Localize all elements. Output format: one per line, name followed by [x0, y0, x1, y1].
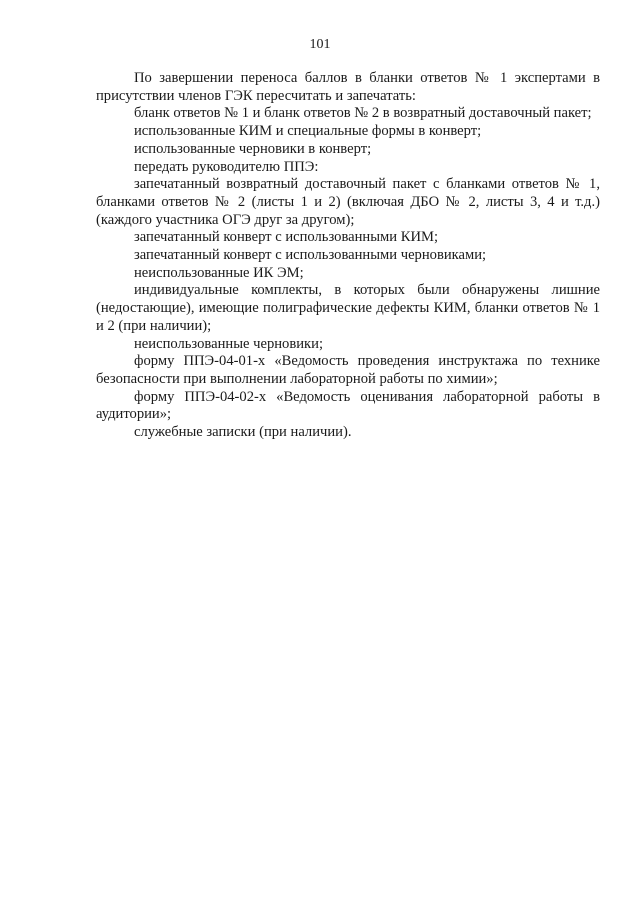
list-item: запечатанный конверт с использованными черновиками;: [134, 247, 487, 264]
list-item: запечатанный конверт с использованными КИМ;: [134, 229, 439, 246]
list-item: неиспользованные ИК ЭМ;: [134, 264, 304, 281]
document-body: [96, 70, 600, 442]
list-item: использованные КИМ и специальные формы в конверт;: [134, 123, 482, 140]
paragraph-intro: По завершении переноса баллов в бланки ответов № 1 экспертами в присутствии членов ГЭК пересчитать и запечатать:: [96, 70, 600, 104]
list-item: неиспользованные черновики;: [134, 335, 324, 352]
list-item: бланк ответов № 1 и бланк ответов № 2 в возвратный доставочный пакет;: [134, 105, 592, 122]
paragraph-transfer: передать руководителю ППЭ:: [134, 158, 319, 175]
list-item: форму ППЭ-04-02-х «Ведомость оценивания лабораторной работы в аудитории»;: [96, 388, 600, 423]
list-item: запечатанный возвратный доставочный пакет с бланками ответов № 1, бланками ответов № 2 (листы 1 и 2) (включая ДБО № 2, листы 3, 4 и т.д.) (каждого участника ОГЭ друг за другом);: [96, 176, 600, 228]
list-item: индивидуальные комплекты, в которых были обнаружены лишние (недостающие), имеющие полиграфические дефекты КИМ, бланки ответов № 1 и 2 (при наличии);: [96, 282, 600, 334]
list-item: форму ППЭ-04-01-х «Ведомость проведения инструктажа по технике безопасности при выполнении лабораторной работы по химии»;: [96, 353, 600, 387]
page-number: 101: [309, 37, 331, 52]
list-item: использованные черновики в конверт;: [134, 140, 372, 157]
list-item: служебные записки (при наличии).: [134, 424, 352, 441]
